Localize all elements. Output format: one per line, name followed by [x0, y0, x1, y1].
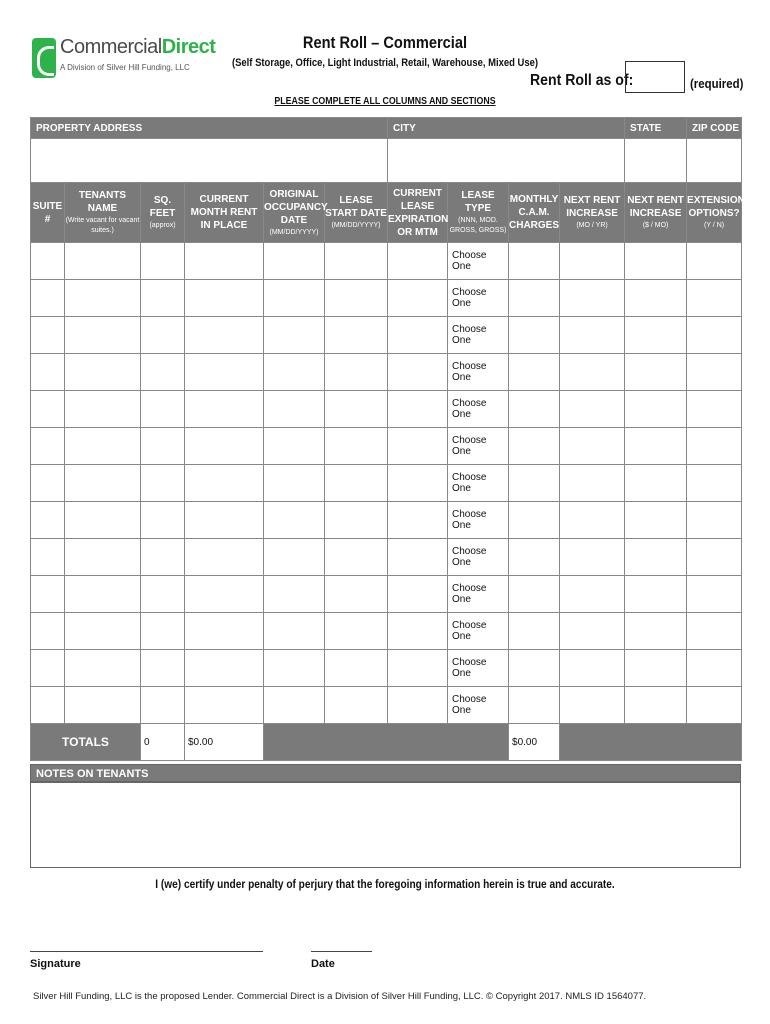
table-cell[interactable]	[625, 317, 687, 354]
lease-type-select[interactable]: Choose One	[448, 687, 509, 724]
table-cell[interactable]	[509, 428, 560, 465]
column-header-note: (MM/DD/YYYY)	[269, 228, 319, 236]
table-cell[interactable]	[65, 280, 141, 317]
table-cell[interactable]	[185, 391, 264, 428]
table-cell[interactable]	[65, 391, 141, 428]
table-cell[interactable]	[325, 317, 388, 354]
table-row	[31, 465, 742, 502]
table-cell[interactable]	[325, 687, 388, 724]
table-cell[interactable]	[509, 687, 560, 724]
table-cell[interactable]	[65, 576, 141, 613]
table-cell[interactable]	[325, 576, 388, 613]
table-cell[interactable]	[509, 650, 560, 687]
table-cell[interactable]	[185, 280, 264, 317]
table-cell[interactable]	[65, 243, 141, 280]
column-header	[560, 183, 625, 243]
column-header-label: NEXT RENT INCREASE	[563, 195, 621, 219]
table-row	[31, 687, 742, 724]
logo-word-commercial: Commercial	[60, 36, 162, 58]
table-cell[interactable]	[560, 502, 625, 539]
table-cell[interactable]	[388, 243, 448, 280]
table-cell[interactable]	[560, 539, 625, 576]
column-header-note: (MM/DD/YYYY)	[331, 222, 381, 229]
table-cell[interactable]	[65, 502, 141, 539]
table-cell[interactable]	[65, 428, 141, 465]
table-cell[interactable]	[687, 243, 742, 280]
column-header-row	[31, 183, 742, 243]
table-cell[interactable]	[325, 243, 388, 280]
signature-label: Signature	[30, 958, 81, 970]
table-cell[interactable]	[325, 539, 388, 576]
table-cell[interactable]	[509, 391, 560, 428]
table-cell[interactable]	[560, 243, 625, 280]
table-cell[interactable]	[625, 465, 687, 502]
table-cell[interactable]	[687, 650, 742, 687]
table-cell[interactable]	[625, 576, 687, 613]
logo-tagline: A Division of Silver Hill Funding, LLC	[60, 63, 190, 72]
lease-type-select[interactable]: Choose One	[448, 317, 509, 354]
column-header	[185, 183, 264, 243]
table-cell[interactable]	[687, 502, 742, 539]
column-header	[687, 183, 745, 243]
table-cell[interactable]	[325, 502, 388, 539]
lease-type-select[interactable]: Choose One	[448, 280, 509, 317]
table-cell[interactable]	[31, 502, 65, 539]
table-cell[interactable]	[560, 354, 625, 391]
table-cell[interactable]	[560, 280, 625, 317]
table-cell[interactable]	[687, 354, 742, 391]
column-header-note: (Y / N)	[703, 222, 725, 229]
table-cell[interactable]	[625, 502, 687, 539]
state-header: STATE	[625, 118, 687, 139]
column-header	[325, 183, 388, 243]
table-cell[interactable]	[687, 317, 742, 354]
table-cell[interactable]	[388, 687, 448, 724]
table-cell[interactable]	[388, 280, 448, 317]
lease-type-select[interactable]: Choose One	[448, 650, 509, 687]
table-cell[interactable]	[141, 576, 185, 613]
totals-row	[31, 724, 742, 761]
table-cell[interactable]	[560, 391, 625, 428]
zip-header: ZIP CODE	[687, 118, 742, 139]
column-header-label: CURRENT LEASE EXPIRATION OR MTM	[388, 187, 449, 238]
table-row	[31, 576, 742, 613]
table-cell[interactable]	[509, 354, 560, 391]
lease-type-select[interactable]: Choose One	[448, 428, 509, 465]
table-cell[interactable]	[325, 391, 388, 428]
table-row	[31, 354, 742, 391]
notes-input[interactable]	[30, 782, 741, 868]
table-cell[interactable]	[509, 502, 560, 539]
table-cell[interactable]	[264, 243, 325, 280]
page-title: Rent Roll – Commercial	[302, 33, 468, 52]
lease-type-select[interactable]: Choose One	[448, 613, 509, 650]
table-cell[interactable]	[388, 539, 448, 576]
date-line[interactable]	[311, 951, 372, 952]
table-cell[interactable]	[509, 280, 560, 317]
table-cell[interactable]	[264, 650, 325, 687]
table-cell[interactable]	[325, 354, 388, 391]
table-cell[interactable]	[687, 428, 742, 465]
column-header-note: (MO / YR)	[576, 222, 608, 229]
table-cell[interactable]	[264, 502, 325, 539]
city-header: CITY	[388, 118, 625, 139]
column-header-label: TENANTS NAME	[78, 190, 127, 214]
table-row	[31, 613, 742, 650]
table-cell[interactable]	[185, 243, 264, 280]
table-cell[interactable]	[264, 391, 325, 428]
logo-word-direct: Direct	[161, 36, 216, 58]
table-cell[interactable]	[31, 391, 65, 428]
table-cell[interactable]	[185, 539, 264, 576]
table-cell[interactable]	[141, 687, 185, 724]
table-row	[31, 539, 742, 576]
table-cell[interactable]	[388, 465, 448, 502]
table-cell[interactable]	[264, 576, 325, 613]
table-cell[interactable]	[560, 613, 625, 650]
table-cell[interactable]	[185, 613, 264, 650]
table-cell[interactable]	[625, 243, 687, 280]
table-row	[31, 650, 742, 687]
table-cell[interactable]	[185, 317, 264, 354]
table-cell[interactable]	[65, 465, 141, 502]
table-cell[interactable]	[509, 576, 560, 613]
table-cell[interactable]	[185, 465, 264, 502]
table-cell[interactable]	[65, 354, 141, 391]
table-cell[interactable]	[560, 465, 625, 502]
table-cell[interactable]	[141, 539, 185, 576]
table-cell[interactable]	[687, 613, 742, 650]
table-cell[interactable]	[141, 650, 185, 687]
table-cell[interactable]	[625, 613, 687, 650]
column-header-label: SUITE #	[32, 200, 63, 225]
table-row	[31, 280, 742, 317]
lease-type-select[interactable]: Choose One	[448, 465, 509, 502]
instruction-text: PLEASE COMPLETE ALL COLUMNS AND SECTIONS	[274, 96, 496, 107]
rent-roll-as-of-input[interactable]	[625, 61, 685, 93]
table-cell[interactable]	[687, 539, 742, 576]
table-cell[interactable]	[687, 576, 742, 613]
table-cell[interactable]	[625, 354, 687, 391]
lease-type-select[interactable]: Choose One	[448, 391, 509, 428]
table-cell[interactable]	[325, 428, 388, 465]
table-cell[interactable]	[687, 465, 742, 502]
table-row	[31, 391, 742, 428]
column-header	[31, 183, 65, 243]
table-cell[interactable]	[625, 539, 687, 576]
column-header-label: LEASE TYPE	[461, 190, 495, 214]
column-header-label: CURRENT MONTH RENT IN PLACE	[190, 194, 258, 231]
table-cell[interactable]	[264, 428, 325, 465]
table-cell[interactable]	[185, 576, 264, 613]
table-cell[interactable]	[509, 613, 560, 650]
column-header	[141, 183, 185, 243]
table-row	[31, 317, 742, 354]
column-header-note: (Write vacant for vacant suites.)	[65, 217, 140, 234]
totals-filler-end	[560, 724, 742, 761]
table-cell[interactable]	[31, 465, 65, 502]
table-cell[interactable]	[185, 502, 264, 539]
table-cell[interactable]	[31, 243, 65, 280]
footer-text: Silver Hill Funding, LLC is the proposed Lender. Commercial Direct is a Division of Silver Hill Funding, LLC. © Copyright 2017. NMLS ID 1564077.	[33, 991, 647, 1002]
table-cell[interactable]	[65, 650, 141, 687]
table-cell[interactable]	[185, 687, 264, 724]
table-row	[31, 428, 742, 465]
table-cell[interactable]	[264, 539, 325, 576]
table-cell[interactable]	[388, 428, 448, 465]
column-header-note: ($ / MO)	[642, 222, 669, 229]
rent-roll-as-of-label: Rent Roll as of:	[530, 72, 634, 89]
table-cell[interactable]	[264, 317, 325, 354]
total-cam-charges[interactable]: $0.00	[509, 724, 560, 761]
column-header-label: NEXT RENT INCREASE	[627, 195, 684, 219]
table-cell[interactable]	[264, 280, 325, 317]
column-header-label: LEASE START DATE	[325, 195, 387, 219]
table-cell[interactable]	[625, 687, 687, 724]
column-header	[65, 183, 141, 243]
column-header-label: SQ. FEET	[149, 195, 176, 219]
table-cell[interactable]	[560, 317, 625, 354]
table-cell[interactable]	[560, 650, 625, 687]
state-input[interactable]	[625, 139, 687, 183]
table-cell[interactable]	[65, 613, 141, 650]
table-cell[interactable]	[687, 391, 742, 428]
table-cell[interactable]	[141, 280, 185, 317]
table-cell[interactable]	[388, 317, 448, 354]
property-address-input[interactable]	[31, 139, 388, 183]
total-month-rent[interactable]: $0.00	[185, 724, 264, 761]
table-cell[interactable]	[388, 391, 448, 428]
column-header-note: (approx)	[149, 222, 176, 229]
city-input[interactable]	[388, 139, 625, 183]
column-header	[388, 183, 448, 243]
table-cell[interactable]	[31, 613, 65, 650]
required-note: (required)	[690, 76, 744, 91]
table-cell[interactable]	[31, 280, 65, 317]
table-cell[interactable]	[388, 613, 448, 650]
table-cell[interactable]	[687, 687, 742, 724]
table-cell[interactable]	[560, 428, 625, 465]
table-cell[interactable]	[31, 650, 65, 687]
table-row	[31, 502, 742, 539]
table-cell[interactable]	[625, 428, 687, 465]
table-cell[interactable]	[560, 576, 625, 613]
table-cell[interactable]	[141, 465, 185, 502]
total-sq-feet[interactable]: 0	[141, 724, 185, 761]
table-cell[interactable]	[388, 502, 448, 539]
table-cell[interactable]	[560, 687, 625, 724]
table-cell[interactable]	[509, 317, 560, 354]
table-cell[interactable]	[264, 687, 325, 724]
page-subtitle: (Self Storage, Office, Light Industrial, Retail, Warehouse, Mixed Use)	[231, 57, 539, 69]
lease-type-select[interactable]: Choose One	[448, 539, 509, 576]
column-header-note: (NNN, MOD. GROSS, GROSS)	[449, 217, 507, 234]
notes-header: NOTES ON TENANTS	[30, 764, 741, 782]
table-cell[interactable]	[141, 428, 185, 465]
table-cell[interactable]	[185, 354, 264, 391]
table-cell[interactable]	[65, 687, 141, 724]
lease-type-select[interactable]: Choose One	[448, 502, 509, 539]
table-cell[interactable]	[65, 317, 141, 354]
table-cell[interactable]	[141, 502, 185, 539]
date-label: Date	[311, 958, 335, 970]
property-input-row	[31, 139, 742, 183]
table-cell[interactable]	[325, 613, 388, 650]
column-header-label: ORIGINAL OCCUPANCY DATE	[264, 188, 328, 226]
table-cell[interactable]	[141, 613, 185, 650]
property-address-header: PROPERTY ADDRESS	[31, 118, 388, 139]
totals-filler	[264, 724, 509, 761]
property-header-row	[31, 118, 742, 139]
table-cell[interactable]	[687, 280, 742, 317]
certification-text: I (we) certify under penalty of perjury that the foregoing information herein is true and accurate.	[155, 879, 615, 891]
table-cell[interactable]	[141, 317, 185, 354]
column-header-label: MONTHLY C.A.M. CHARGES	[509, 194, 560, 231]
rent-roll-table	[30, 117, 745, 761]
signature-line[interactable]	[30, 951, 263, 952]
table-cell[interactable]	[625, 391, 687, 428]
table-cell[interactable]	[509, 465, 560, 502]
table-cell[interactable]	[31, 576, 65, 613]
table-cell[interactable]	[264, 465, 325, 502]
table-cell[interactable]	[31, 539, 65, 576]
zip-input[interactable]	[687, 139, 742, 183]
table-cell[interactable]	[509, 243, 560, 280]
table-cell[interactable]	[141, 243, 185, 280]
column-header	[448, 183, 509, 243]
lease-type-select[interactable]: Choose One	[448, 354, 509, 391]
table-cell[interactable]	[388, 576, 448, 613]
column-header	[264, 183, 328, 243]
table-cell[interactable]	[509, 539, 560, 576]
table-cell[interactable]	[625, 280, 687, 317]
table-row	[31, 243, 742, 280]
table-cell[interactable]	[141, 354, 185, 391]
table-cell[interactable]	[264, 613, 325, 650]
table-cell[interactable]	[31, 354, 65, 391]
table-cell[interactable]	[31, 317, 65, 354]
column-header-label: EXTENSION OPTIONS?	[687, 195, 745, 219]
table-cell[interactable]	[31, 428, 65, 465]
table-cell[interactable]	[264, 354, 325, 391]
logo-icon	[32, 38, 56, 78]
lease-type-select[interactable]: Choose One	[448, 576, 509, 613]
table-cell[interactable]	[185, 428, 264, 465]
column-header	[625, 183, 687, 243]
table-cell[interactable]	[325, 650, 388, 687]
table-cell[interactable]	[31, 687, 65, 724]
table-cell[interactable]	[185, 650, 264, 687]
lease-type-select[interactable]: Choose One	[448, 243, 509, 280]
totals-label: TOTALS	[31, 724, 141, 761]
table-cell[interactable]	[325, 465, 388, 502]
column-header	[509, 183, 560, 243]
table-cell[interactable]	[325, 280, 388, 317]
table-cell[interactable]	[388, 354, 448, 391]
table-cell[interactable]	[388, 650, 448, 687]
table-cell[interactable]	[141, 391, 185, 428]
table-cell[interactable]	[65, 539, 141, 576]
table-cell[interactable]	[625, 650, 687, 687]
